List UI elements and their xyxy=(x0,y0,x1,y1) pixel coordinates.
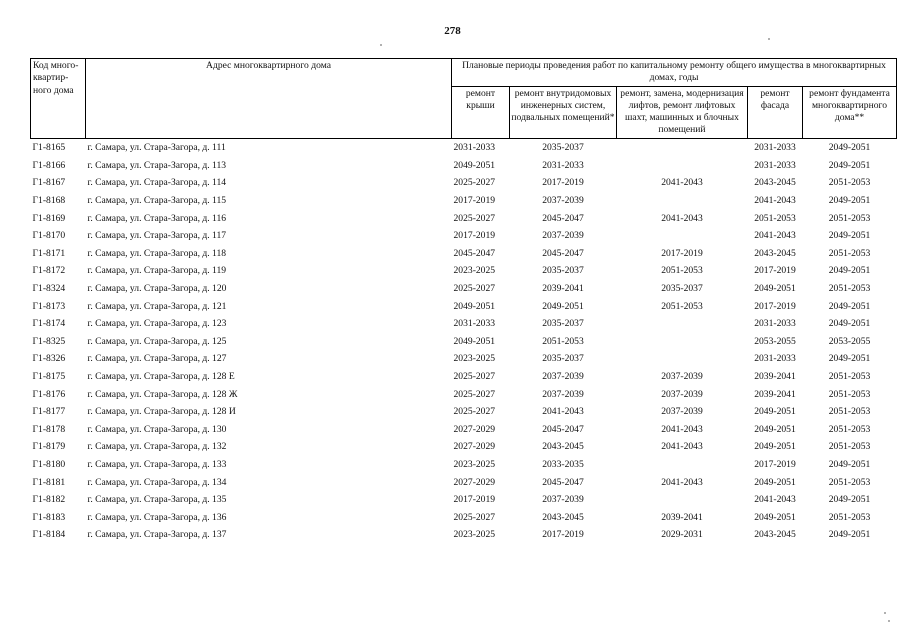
engineering-period: 2039-2041 xyxy=(542,283,584,294)
roof-period: 2049-2051 xyxy=(453,300,496,312)
house-code: Г1-8176 xyxy=(32,388,66,400)
engineering-period: 2037-2039 xyxy=(542,370,584,382)
roof-period: 2031-2033 xyxy=(453,142,496,154)
engineering-period: 2035-2037 xyxy=(542,265,584,277)
header-code: Код много-квартир-ного дома xyxy=(31,59,86,139)
engineering-period: 2043-2045 xyxy=(542,511,584,523)
house-code: Г1-8324 xyxy=(32,283,66,294)
table-body xyxy=(31,138,897,544)
foundation-period: 2051-2053 xyxy=(828,511,871,523)
engineering-period: 2031-2033 xyxy=(542,159,584,171)
house-address: г. Самара, ул. Стара-Загора, д. 121 xyxy=(87,300,227,312)
table-row xyxy=(31,527,897,545)
engineering-period: 2045-2047 xyxy=(542,476,584,488)
elevator-period: 2041-2043 xyxy=(661,423,703,435)
elevator-period: 2017-2019 xyxy=(661,247,703,259)
facade-period: 2031-2033 xyxy=(754,318,796,330)
foundation-period: 2051-2053 xyxy=(828,212,871,224)
table-row xyxy=(31,456,897,474)
house-code: Г1-8326 xyxy=(32,353,66,365)
roof-period: 2027-2029 xyxy=(453,423,496,435)
elevator-period xyxy=(617,228,748,246)
house-address: г. Самара, ул. Стара-Загора, д. 137 xyxy=(87,529,227,541)
elevator-period xyxy=(617,491,748,509)
table-row xyxy=(31,386,897,404)
facade-period: 2051-2053 xyxy=(754,212,796,224)
house-address: г. Самара, ул. Стара-Загора, д. 111 xyxy=(87,142,226,154)
roof-period: 2017-2019 xyxy=(453,195,496,207)
facade-period: 2017-2019 xyxy=(754,300,796,312)
roof-period: 2027-2029 xyxy=(453,476,496,488)
table-row xyxy=(31,157,897,175)
roof-period: 2025-2027 xyxy=(453,388,496,400)
house-address: г. Самара, ул. Стара-Загора, д. 134 xyxy=(87,476,227,488)
table-row xyxy=(31,263,897,281)
elevator-period: 2037-2039 xyxy=(661,388,703,400)
engineering-period: 2043-2045 xyxy=(542,441,584,453)
house-code: Г1-8167 xyxy=(32,177,66,189)
house-address: г. Самара, ул. Стара-Загора, д. 119 xyxy=(87,265,227,277)
elevator-period: 2029-2031 xyxy=(661,529,703,541)
house-address: г. Самара, ул. Стара-Загора, д. 128 И xyxy=(87,406,236,418)
foundation-period: 2051-2053 xyxy=(828,406,871,418)
house-address: г. Самара, ул. Стара-Загора, д. 123 xyxy=(87,318,227,330)
elevator-period: 2041-2043 xyxy=(661,441,703,453)
roof-period: 2045-2047 xyxy=(453,247,496,259)
house-address: г. Самара, ул. Стара-Загора, д. 117 xyxy=(87,230,227,242)
elevator-period: 2037-2039 xyxy=(661,406,703,418)
facade-period: 2031-2033 xyxy=(754,142,796,154)
header-engineering: ремонт внутридомовых инженерных систем, подвальных помещений* xyxy=(510,86,617,138)
engineering-period: 2045-2047 xyxy=(542,247,584,259)
table-row xyxy=(31,491,897,509)
facade-period: 2049-2051 xyxy=(754,423,796,435)
house-code: Г1-8169 xyxy=(32,212,66,224)
roof-period: 2023-2025 xyxy=(453,458,496,470)
facade-period: 2043-2045 xyxy=(754,529,796,541)
elevator-period: 2051-2053 xyxy=(661,265,703,277)
page-number: 278 xyxy=(444,25,461,37)
facade-period: 2041-2043 xyxy=(754,230,796,242)
house-address: г. Самара, ул. Стара-Загора, д. 127 xyxy=(87,353,227,365)
house-code: Г1-8170 xyxy=(32,230,66,242)
house-address: г. Самара, ул. Стара-Загора, д. 136 xyxy=(87,511,227,523)
header-roof: ремонт крыши xyxy=(452,86,510,138)
foundation-period: 2049-2051 xyxy=(828,142,871,154)
house-code: Г1-8171 xyxy=(32,247,66,259)
engineering-period: 2017-2019 xyxy=(542,177,584,189)
house-code: Г1-8180 xyxy=(32,458,66,470)
table-row xyxy=(31,228,897,246)
engineering-period: 2037-2039 xyxy=(542,230,584,242)
house-address: г. Самара, ул. Стара-Загора, д. 128 Е xyxy=(87,370,235,382)
house-code: Г1-8166 xyxy=(32,159,66,171)
table-row xyxy=(31,368,897,386)
house-code: Г1-8168 xyxy=(32,195,66,207)
roof-period: 2017-2019 xyxy=(453,494,496,506)
facade-period: 2053-2055 xyxy=(754,335,796,347)
foundation-period: 2053-2055 xyxy=(828,335,871,347)
table-header xyxy=(31,59,897,139)
engineering-period: 2033-2035 xyxy=(542,458,584,470)
foundation-period: 2049-2051 xyxy=(828,265,871,277)
elevator-period: 2035-2037 xyxy=(661,283,703,294)
foundation-period: 2051-2053 xyxy=(828,423,871,435)
table-row xyxy=(31,421,897,439)
facade-period: 2039-2041 xyxy=(754,370,796,382)
elevator-period: 2041-2043 xyxy=(661,476,703,488)
scan-speck xyxy=(888,620,890,622)
scan-speck xyxy=(768,38,770,40)
elevator-period xyxy=(617,192,748,210)
house-address: г. Самара, ул. Стара-Загора, д. 125 xyxy=(87,335,227,347)
table-row xyxy=(31,138,897,157)
elevator-period xyxy=(617,138,748,157)
house-address: г. Самара, ул. Стара-Загора, д. 132 xyxy=(87,441,227,453)
facade-period: 2041-2043 xyxy=(754,195,796,207)
house-code: Г1-8174 xyxy=(32,318,66,330)
facade-period: 2049-2051 xyxy=(754,476,796,488)
roof-period: 2023-2025 xyxy=(453,265,496,277)
table-row xyxy=(31,192,897,210)
elevator-period: 2041-2043 xyxy=(661,177,703,189)
foundation-period: 2051-2053 xyxy=(828,388,871,400)
facade-period: 2031-2033 xyxy=(754,353,796,365)
house-code: Г1-8173 xyxy=(32,300,66,312)
foundation-period: 2049-2051 xyxy=(828,494,871,506)
facade-period: 2017-2019 xyxy=(754,265,796,277)
foundation-period: 2051-2053 xyxy=(828,247,871,259)
table-row xyxy=(31,245,897,263)
elevator-period: 2039-2041 xyxy=(661,511,703,523)
scan-speck xyxy=(884,612,886,614)
house-address: г. Самара, ул. Стара-Загора, д. 133 xyxy=(87,458,227,470)
foundation-period: 2049-2051 xyxy=(828,159,871,171)
facade-period: 2043-2045 xyxy=(754,247,796,259)
house-code: Г1-8177 xyxy=(32,406,66,418)
table-row xyxy=(31,210,897,228)
table-row xyxy=(31,351,897,369)
house-address: г. Самара, ул. Стара-Загора, д. 116 xyxy=(87,212,227,224)
foundation-period: 2049-2051 xyxy=(828,353,871,365)
engineering-period: 2051-2053 xyxy=(542,335,584,347)
roof-period: 2049-2051 xyxy=(453,335,496,347)
table-row xyxy=(31,298,897,316)
facade-period: 2049-2051 xyxy=(754,406,796,418)
foundation-period: 2049-2051 xyxy=(828,318,871,330)
roof-period: 2023-2025 xyxy=(453,529,496,541)
roof-period: 2023-2025 xyxy=(453,353,496,365)
facade-period: 2049-2051 xyxy=(754,283,796,294)
engineering-period: 2035-2037 xyxy=(542,318,584,330)
engineering-period: 2037-2039 xyxy=(542,388,584,400)
house-address: г. Самара, ул. Стара-Загора, д. 113 xyxy=(87,159,227,171)
roof-period: 2025-2027 xyxy=(453,370,496,382)
elevator-period xyxy=(617,351,748,369)
elevator-period xyxy=(617,157,748,175)
house-address: г. Самара, ул. Стара-Загора, д. 118 xyxy=(87,247,227,259)
foundation-period: 2049-2051 xyxy=(828,300,871,312)
elevator-period: 2037-2039 xyxy=(661,370,703,382)
house-address: г. Самара, ул. Стара-Загора, д. 130 xyxy=(87,423,227,435)
house-code: Г1-8172 xyxy=(32,265,66,277)
roof-period: 2025-2027 xyxy=(453,177,496,189)
house-code: Г1-8165 xyxy=(32,142,66,154)
roof-period: 2025-2027 xyxy=(453,406,496,418)
house-address: г. Самара, ул. Стара-Загора, д. 120 xyxy=(87,283,227,294)
house-address: г. Самара, ул. Стара-Загора, д. 114 xyxy=(87,177,227,189)
elevator-period: 2051-2053 xyxy=(661,300,703,312)
facade-period: 2043-2045 xyxy=(754,177,796,189)
facade-period: 2049-2051 xyxy=(754,511,796,523)
engineering-period: 2049-2051 xyxy=(542,300,584,312)
scan-speck xyxy=(380,44,382,46)
table-row xyxy=(31,333,897,351)
house-address: г. Самара, ул. Стара-Загора, д. 115 xyxy=(87,195,227,207)
repair-schedule-table xyxy=(30,58,897,544)
foundation-period: 2049-2051 xyxy=(828,230,871,242)
facade-period: 2039-2041 xyxy=(754,388,796,400)
foundation-period: 2051-2053 xyxy=(828,177,871,189)
engineering-period: 2037-2039 xyxy=(542,195,584,207)
foundation-period: 2051-2053 xyxy=(828,283,871,294)
engineering-period: 2035-2037 xyxy=(542,353,584,365)
elevator-period xyxy=(617,316,748,334)
house-code: Г1-8178 xyxy=(32,423,66,435)
table-row xyxy=(31,280,897,298)
roof-period: 2031-2033 xyxy=(453,318,496,330)
engineering-period: 2045-2047 xyxy=(542,423,584,435)
table-row xyxy=(31,439,897,457)
house-address: г. Самара, ул. Стара-Загора, д. 128 Ж xyxy=(87,388,238,400)
foundation-period: 2051-2053 xyxy=(828,370,871,382)
house-code: Г1-8184 xyxy=(32,529,66,541)
roof-period: 2017-2019 xyxy=(453,230,496,242)
header-periods: Плановые периоды проведения работ по капитальному ремонту общего имущества в многоквартирных домах, годы xyxy=(452,59,897,87)
table-row xyxy=(31,474,897,492)
roof-period: 2027-2029 xyxy=(453,441,496,453)
elevator-period: 2041-2043 xyxy=(661,212,703,224)
foundation-period: 2051-2053 xyxy=(828,476,871,488)
header-elevators: ремонт, замена, модернизация лифтов, ремонт лифтовых шахт, машинных и блочных помещений xyxy=(617,86,748,138)
roof-period: 2025-2027 xyxy=(453,511,496,523)
roof-period: 2025-2027 xyxy=(453,283,496,294)
roof-period: 2025-2027 xyxy=(453,212,496,224)
engineering-period: 2017-2019 xyxy=(542,529,584,541)
facade-period: 2017-2019 xyxy=(754,458,796,470)
engineering-period: 2045-2047 xyxy=(542,212,584,224)
table-row xyxy=(31,404,897,422)
house-code: Г1-8183 xyxy=(32,511,66,523)
table-row xyxy=(31,175,897,193)
house-code: Г1-8179 xyxy=(32,441,66,453)
facade-period: 2031-2033 xyxy=(754,159,796,171)
engineering-period: 2041-2043 xyxy=(542,406,584,418)
elevator-period xyxy=(617,456,748,474)
house-code: Г1-8181 xyxy=(32,476,66,488)
house-address: г. Самара, ул. Стара-Загора, д. 135 xyxy=(87,494,227,506)
header-facade: ремонт фасада xyxy=(748,86,803,138)
foundation-period: 2049-2051 xyxy=(828,458,871,470)
foundation-period: 2051-2053 xyxy=(828,441,871,453)
roof-period: 2049-2051 xyxy=(453,159,496,171)
facade-period: 2049-2051 xyxy=(754,441,796,453)
elevator-period xyxy=(617,333,748,351)
header-address: Адрес многоквартирного дома xyxy=(86,59,452,139)
header-foundation: ремонт фундамента многоквартирного дома** xyxy=(803,86,897,138)
engineering-period: 2035-2037 xyxy=(542,142,584,154)
table-row xyxy=(31,509,897,527)
house-code: Г1-8182 xyxy=(32,494,66,506)
foundation-period: 2049-2051 xyxy=(828,529,871,541)
engineering-period: 2037-2039 xyxy=(542,494,584,506)
table-row xyxy=(31,316,897,334)
house-code: Г1-8175 xyxy=(32,370,66,382)
foundation-period: 2049-2051 xyxy=(828,195,871,207)
facade-period: 2041-2043 xyxy=(754,494,796,506)
house-code: Г1-8325 xyxy=(32,335,66,347)
